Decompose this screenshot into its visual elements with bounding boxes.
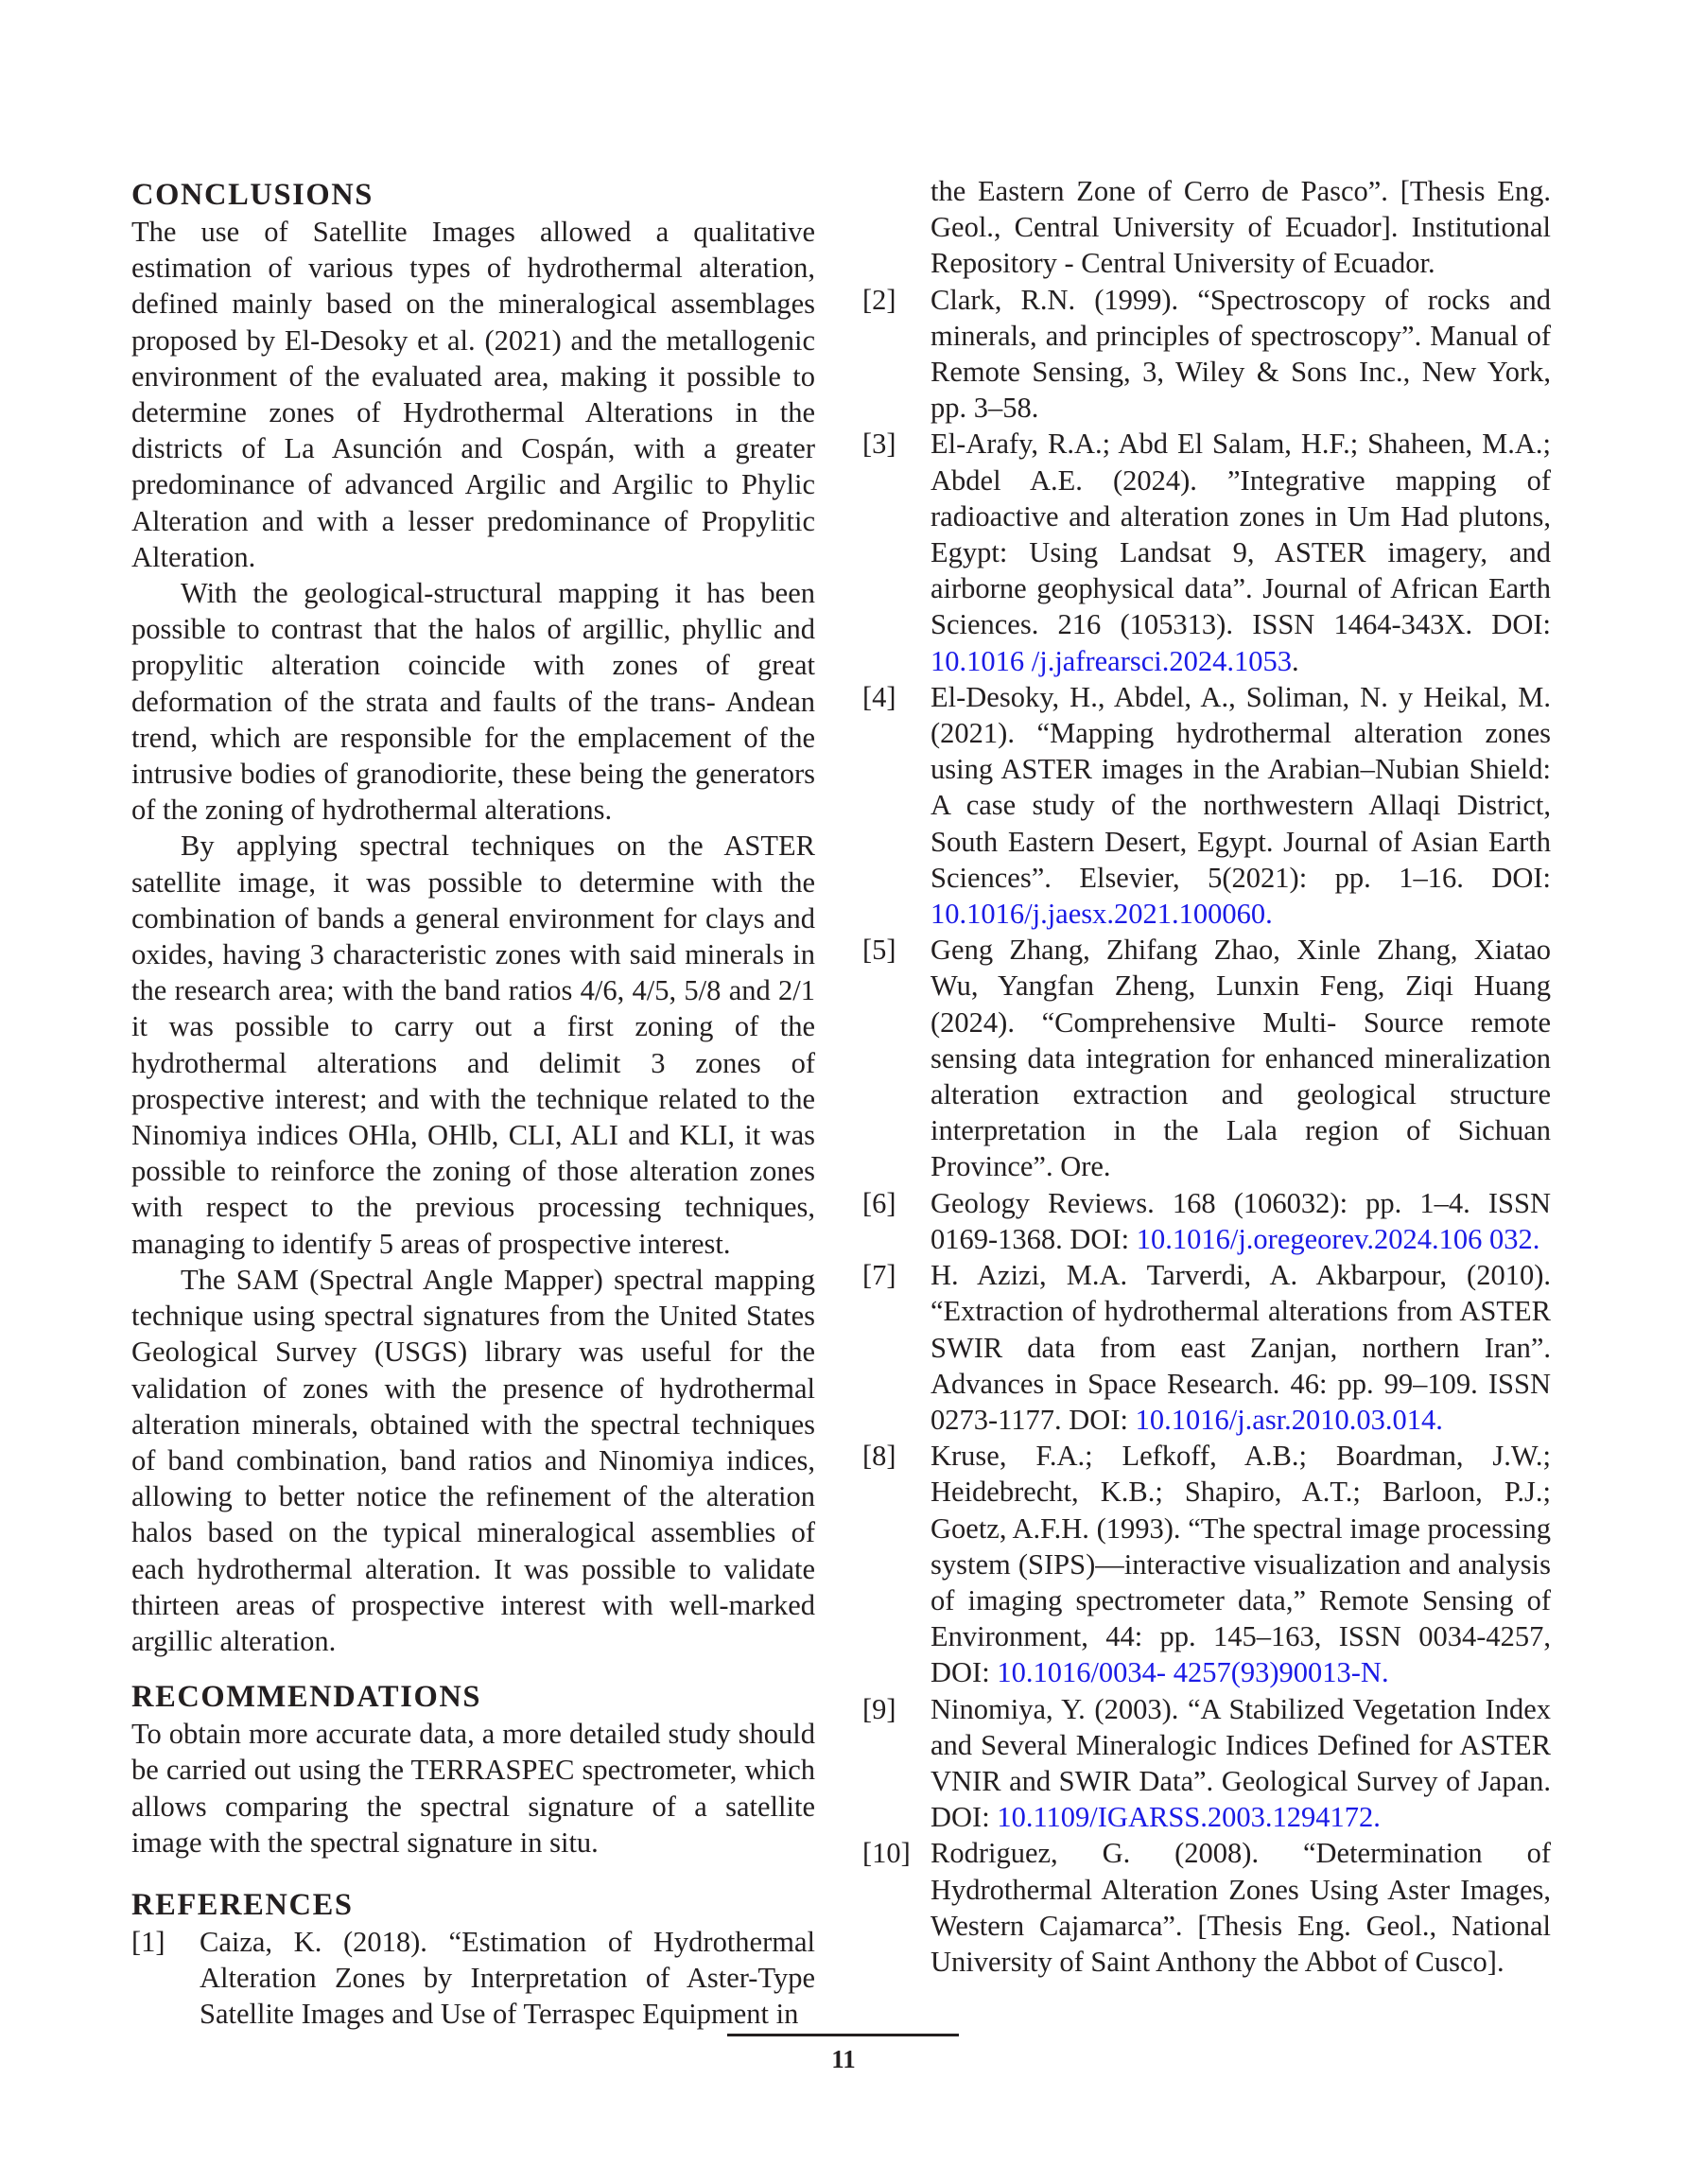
conclusions-paragraph: The use of Satellite Images allowed a qualitative estimation of various types of hydrothermal alteration, defined mainly based on the mineralogical assemblages proposed by El-Desoky et al. (2021) and the metallogenic environment of the evaluated area, making it possible to determine zones of Hydrothermal Alterations in the districts of La Asunción and Cospán, with a greater predominance of advanced Argilic and Argilic to Phylic Alteration and with a lesser predominance of Propylitic Alteration.: [131, 216, 815, 573]
reference-number: [7]: [862, 1259, 896, 1292]
recommendations-paragraph: To obtain more accurate data, a more detailed study should be carried out using the TERRASPEC spectrometer, which allows comparing the spectral signature of a satellite image with the spectral signature in situ.: [131, 1718, 815, 1859]
reference-text: El-Desoky, H., Abdel, A., Soliman, N. y Heikal, M. (2021). “Mapping hydrothermal alteration zones using ASTER images in the Arabian–Nubian Shield: A case study of the northwestern Allaqi District, South Eastern Desert, Egypt. Journal of Asian Earth Sciences”. Elsevier, 5(2021): pp. 1–16. DOI:: [930, 680, 1551, 894]
doi-link[interactable]: 10.1016/j.oregeorev.2024.106 032.: [1136, 1222, 1540, 1255]
reference-text: H. Azizi, M.A. Tarverdi, A. Akbarpour, (2010). “Extraction of hydrothermal alterations from ASTER SWIR data from east Zanjan, northern Iran”. Advances in Space Research. 46: pp. 99–109. ISSN 0273-1177. DOI:: [930, 1259, 1551, 1436]
reference-text-block: [930, 1257, 1551, 1438]
reference-number: [8]: [862, 1440, 896, 1473]
doi-link[interactable]: 10.1016/j.jaesx.2021.100060.: [930, 898, 1273, 931]
reference-text: Rodriguez, G. (2008). “Determination of Hydrothermal Alteration Zones Using Aster Images, Western Cajamarca”. [Thesis Eng. Geol., National University of Saint Anthony the Abbot of Cusco].: [930, 1837, 1551, 1978]
page-number: 11: [831, 2045, 856, 2073]
reference-text-block: [930, 1185, 1551, 1257]
reference-number: [1]: [131, 1925, 165, 1958]
doi-link[interactable]: 10.1016/0034- 4257(93)90013-N.: [997, 1656, 1389, 1689]
reference-number: [5]: [862, 934, 896, 967]
reference-item: [862, 1438, 1551, 1690]
footer-rule: [727, 2034, 959, 2036]
reference-number: [6]: [862, 1186, 896, 1219]
reference-text-block: [930, 1438, 1551, 1690]
doi-link[interactable]: 10.1016/j.asr.2010.03.014.: [1135, 1403, 1443, 1436]
reference-continuation: the Eastern Zone of Cerro de Pasco”. [Thesis Eng. Geol., Central University of Ecuador]. Institutional Repository - Central University of Ecuador.: [930, 175, 1551, 280]
reference-text: El-Arafy, R.A.; Abd El Salam, H.F.; Shaheen, M.A.; Abdel A.E. (2024). ”Integrative mapping of radioactive and alteration zones in Um Had plutons, Egypt: Using Landsat 9, ASTER imagery, and airborne geophysical data”. Journal of African Earth Sciences. 216 (105313). ISSN 1464-343X. DOI:: [930, 428, 1551, 641]
reference-number: [2]: [862, 283, 896, 316]
reference-text: Geng Zhang, Zhifang Zhao, Xinle Zhang, Xiatao Wu, Yangfan Zheng, Lunxin Feng, Ziqi Huang (2024). “Comprehensive Multi- Source remote sensing data integration for enhanced mineralization alteration extraction and geological structure interpretation in the Lala region of Sichuan Province”. Ore.: [930, 934, 1551, 1183]
doi-link[interactable]: 10.1016 /j.jafrearsci.2024.1053: [930, 644, 1293, 677]
reference-text: Geology Reviews. 168 (106032): pp. 1–4. ISSN 0169-1368. DOI:: [930, 1186, 1551, 1255]
reference-item: [862, 1185, 1551, 1257]
reference-text: Kruse, F.A.; Lefkoff, A.B.; Boardman, J.W.; Heidebrecht, K.B.; Shapiro, A.T.; Barloon, P.J.; Goetz, A.F.H. (1993). “The spectral image processing system (SIPS)—interactive visualization and analysis of imaging spectrometer data,” Remote Sensing of Environment, 44: pp. 145–163, ISSN 0034-4257, DOI:: [930, 1440, 1551, 1689]
reference-item: [862, 932, 1551, 1184]
reference-text: Ninomiya, Y. (2003). “A Stabilized Vegetation Index and Several Mineralogic Indices Defined for ASTER VNIR and SWIR Data”. Geological Survey of Japan. DOI:: [930, 1692, 1551, 1834]
reference-number: [10]: [862, 1837, 911, 1870]
reference-number: [9]: [862, 1692, 896, 1725]
conclusions-paragraph: The SAM (Spectral Angle Mapper) spectral mapping technique using spectral signatures from the United States Geological Survey (USGS) library was useful for the validation of zones with the presence of hydrothermal alteration minerals, obtained with the spectral techniques of band combination, band ratios and Ninomiya indices, allowing to better notice the refinement of the alteration halos based on the typical mineralogical assemblies of each hydrothermal alteration. It was possible to validate thirteen areas of prospective interest with well-marked argillic alteration.: [131, 1263, 815, 1657]
reference-item: [862, 679, 1551, 932]
reference-number: [4]: [862, 680, 896, 713]
conclusions-paragraph: With the geological-structural mapping it has been possible to contrast that the halos of argillic, phyllic and propylitic alteration coincide with zones of great deformation of the strata and faults of the trans- Andean trend, which are responsible for the emplacement of the intrusive bodies of granodiorite, these being the generators of the zoning of hydrothermal alterations.: [131, 577, 815, 827]
references-heading: REFERENCES: [131, 1887, 354, 1922]
conclusions-paragraph: By applying spectral techniques on the ASTER satellite image, it was possible to determine with the combination of bands a general environment for clays and oxides, having 3 characteristic zones with said minerals in the research area; with the band ratios 4/6, 4/5, 5/8 and 2/1 it was possible to carry out a first zoning of the hydrothermal alterations and delimit 3 zones of prospective interest; and with the technique related to the Ninomiya indices OHla, OHlb, CLI, ALI and KLI, it was possible to reinforce the zoning of those alteration zones with respect to the previous processing techniques, managing to identify 5 areas of prospective interest.: [131, 830, 815, 1260]
reference-number: [3]: [862, 428, 896, 461]
reference-item: [862, 282, 1551, 427]
reference-item: [131, 1924, 815, 2033]
doi-link[interactable]: 10.1109/IGARSS.2003.1294172.: [997, 1801, 1381, 1834]
reference-item: [862, 1257, 1551, 1438]
recommendations-heading: RECOMMENDATIONS: [131, 1680, 482, 1715]
reference-text-block: [930, 1691, 1551, 1836]
right-column: [862, 173, 1551, 1980]
reference-item: [862, 426, 1551, 678]
reference-text: Caiza, K. (2018). “Estimation of Hydrothermal Alteration Zones by Interpretation of Aster-Type Satellite Images and Use of Terraspec Equipment in: [200, 1925, 815, 2031]
reference-text-block: [930, 426, 1551, 678]
conclusions-heading: CONCLUSIONS: [131, 178, 374, 212]
reference-text-block: [930, 679, 1551, 932]
reference-text-end: .: [1292, 644, 1299, 677]
reference-item: [862, 1835, 1551, 1980]
left-column: [131, 173, 815, 2033]
reference-text: Clark, R.N. (1999). “Spectroscopy of rocks and minerals, and principles of spectroscopy”. Manual of Remote Sensing, 3, Wiley & Sons Inc., New York, pp. 3–58.: [930, 283, 1551, 425]
reference-item: [862, 1691, 1551, 1836]
